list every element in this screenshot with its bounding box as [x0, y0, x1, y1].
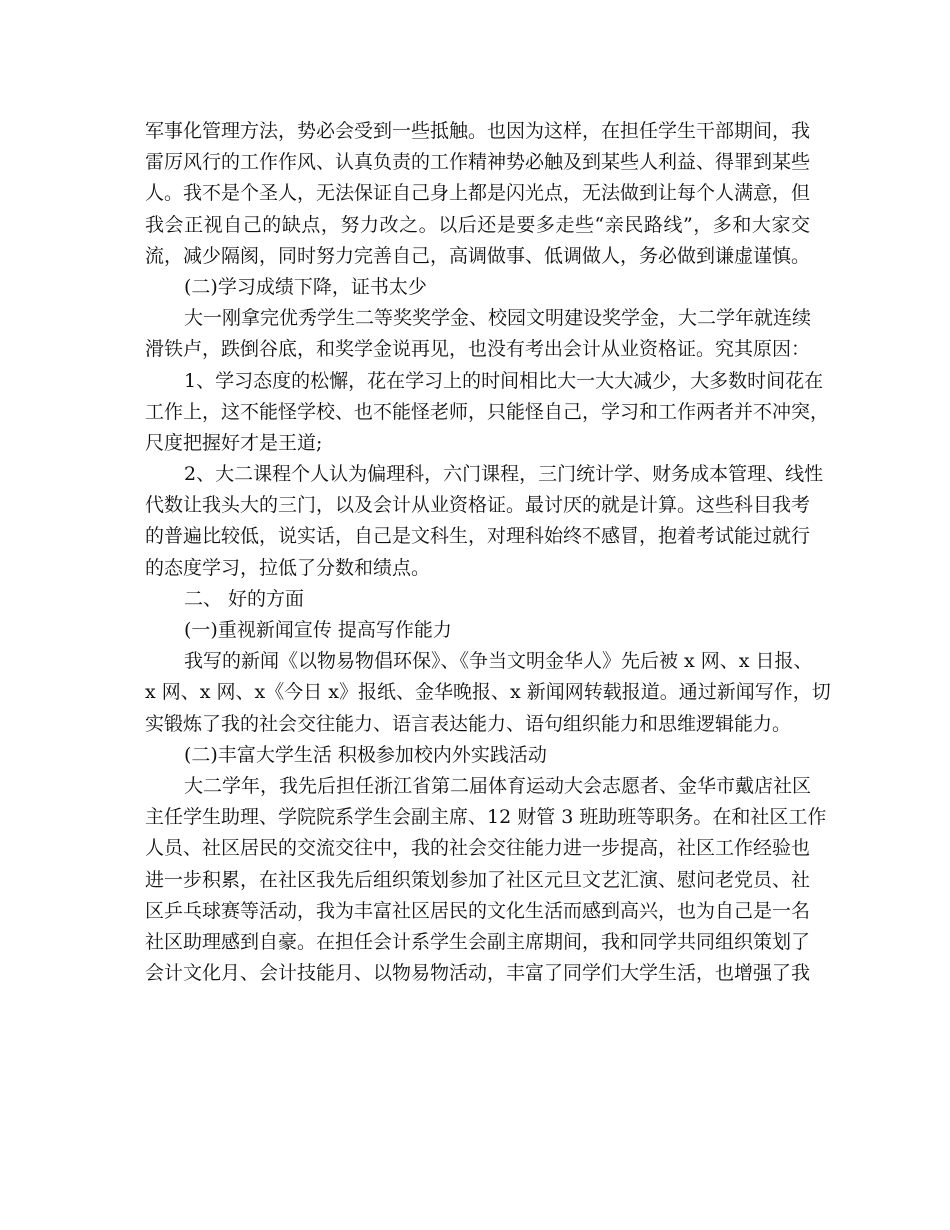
document-body: [145, 116, 831, 989]
text-line: 滑铁卢，跌倒谷底，和奖学金说再见，也没有考出会计从业资格证。究其原因：: [145, 338, 811, 361]
text-line: 尺度把握好才是王道;: [145, 431, 323, 454]
text-line: 代数让我头大的三门，以及会计从业资格证。最讨厌的就是计算。这些科目我考: [145, 494, 811, 517]
text-line: 二、 好的方面: [184, 587, 305, 610]
text-line: 实锻炼了我的社会交往能力、语言表达能力、语句组织能力和思维逻辑能力。: [145, 712, 792, 735]
text-line: 区乒乓球赛等活动，我为丰富社区居民的文化生活而感到高兴，也为自己是一名: [145, 899, 811, 922]
text-line: (二)学习成绩下降，证书太少: [184, 275, 427, 298]
text-line: 1、学习态度的松懈，花在学习上的时间相比大一大大减少，大多数时间花在: [184, 369, 824, 392]
text-line: 军事化管理方法，势必会受到一些抵触。也因为这样，在担任学生干部期间，我: [145, 120, 811, 142]
text-line: (一)重视新闻宣传 提高写作能力: [184, 619, 452, 641]
text-line: 流，减少隔阂，同时努力完善自己，高调做事、低调做人，务必做到谦虚谨慎。: [145, 244, 811, 267]
text-line: 主任学生助理、学院院系学生会副主席、12 财管 3 班助班等职务。在和社区工作: [145, 806, 827, 829]
text-line: (二)丰富大学生活 积极参加校内外实践活动: [184, 743, 547, 766]
text-line: 会计文化月、会计技能月、以物易物活动，丰富了同学们大学生活，也增强了我: [145, 962, 811, 985]
text-line: x 网、x 网、x《今日 x》报纸、金华晚报、x 新闻网转载报道。通过新闻写作，切: [145, 681, 831, 704]
text-line: 的态度学习，拉低了分数和绩点。: [145, 556, 431, 579]
text-line: 进一步积累，在社区我先后组织策划参加了社区元旦文艺汇演、慰问老党员、社: [145, 868, 811, 891]
text-line: 我写的新闻《以物易物倡环保》、《争当文明金华人》先后被 x 网、x 日报、: [184, 650, 813, 673]
text-line: 大一刚拿完优秀学生二等奖奖学金、校园文明建设奖学金，大二学年就连续: [184, 307, 812, 330]
text-line: 雷厉风行的工作作风、认真负责的工作精神势必触及到某些人利益、得罪到某些: [145, 151, 811, 174]
text-line: 我会正视自己的缺点，努力改之。以后还是要多走些“亲民路线”，多和大家交: [145, 213, 810, 236]
text-line: 2、大二课程个人认为偏理科，六门课程，三门统计学、财务成本管理、线性: [184, 463, 824, 486]
text-line: 人。我不是个圣人，无法保证自己身上都是闪光点，无法做到让每个人满意，但: [145, 182, 811, 205]
text-line: 工作上，这不能怪学校、也不能怪老师，只能怪自己，学习和工作两者并不冲突，: [145, 400, 830, 423]
text-line: 人员、社区居民的交流交往中，我的社会交往能力进一步提高，社区工作经验也: [145, 837, 811, 860]
text-line: 社区助理感到自豪。在担任会计系学生会副主席期间，我和同学共同组织策划了: [145, 930, 811, 953]
text-line: 的普遍比较低，说实话，自己是文科生，对理科始终不感冒，抱着考试能过就行: [145, 525, 811, 548]
text-line: 大二学年，我先后担任浙江省第二届体育运动大会志愿者、金华市戴店社区: [184, 774, 812, 797]
